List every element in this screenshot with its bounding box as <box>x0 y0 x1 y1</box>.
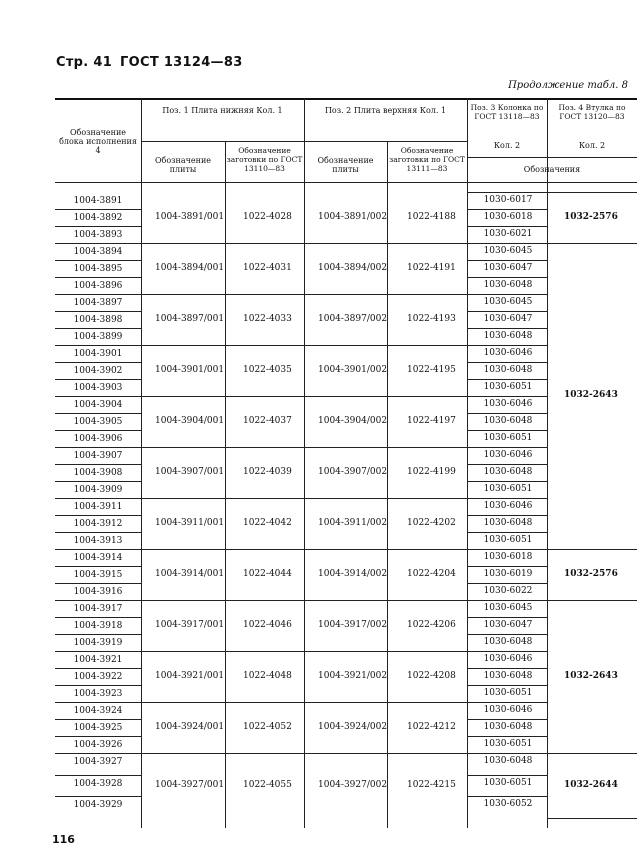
col-header-pos3: Поз. 3 Колонка по ГОСТ 13118—83 <box>470 103 544 121</box>
pos3-divider <box>467 668 547 669</box>
block-code: 1004-3909 <box>73 485 123 495</box>
pos2-plate: 1004-3921/002 <box>318 670 388 681</box>
page-label: Стр. 41 <box>56 55 113 70</box>
pos4-code: 1032-2576 <box>564 568 618 579</box>
pos2-plate: 1004-3917/002 <box>318 619 388 630</box>
row-divider <box>55 634 141 635</box>
col-header-block: Обозначение блока исполнения 4 <box>59 128 137 155</box>
pos3-group-divider <box>467 243 547 244</box>
block-code: 1004-3914 <box>73 553 123 563</box>
col-header-plate2: Обозначение плиты <box>317 156 374 174</box>
row-divider <box>55 566 141 567</box>
pos4-code: 1032-2576 <box>564 211 618 222</box>
row-divider <box>55 226 141 227</box>
pos1-plate: 1004-3924/001 <box>155 721 225 732</box>
block-code: 1004-3906 <box>73 434 123 444</box>
row-divider <box>55 532 141 533</box>
pos3-code: 1030-6048 <box>483 722 533 732</box>
pos3-group-divider <box>467 396 547 397</box>
pos1-plate: 1004-3917/001 <box>155 619 225 630</box>
pos3-code: 1030-6046 <box>483 399 533 409</box>
block-code: 1004-3905 <box>73 417 123 427</box>
row-divider <box>55 379 141 380</box>
pos3-code: 1030-6051 <box>483 484 533 494</box>
block-code: 1004-3912 <box>73 519 123 529</box>
group-divider <box>55 396 467 397</box>
row-divider <box>55 617 141 618</box>
table-continuation-note: Продолжение табл. 8 <box>508 80 628 91</box>
pos3-code: 1030-6051 <box>483 777 533 788</box>
row-divider <box>55 685 141 686</box>
block-code: 1004-3908 <box>73 468 123 478</box>
pos1-plate: 1004-3897/001 <box>155 313 225 324</box>
pos3-code: 1030-6048 <box>483 518 533 528</box>
pos3-code: 1030-6018 <box>483 552 533 562</box>
block-code: 1004-3899 <box>73 332 123 342</box>
pos2-plate: 1004-3924/002 <box>318 721 388 732</box>
pos1-blank: 1022-4037 <box>243 415 292 426</box>
block-code: 1004-3893 <box>73 230 123 240</box>
pos4-code: 1032-2643 <box>564 670 618 681</box>
pos3-code: 1030-6051 <box>483 433 533 443</box>
row-divider <box>55 583 141 584</box>
pos2-plate: 1004-3911/002 <box>318 517 388 528</box>
pos4-divider <box>547 600 637 601</box>
pos4-divider <box>547 753 637 754</box>
pos3-divider <box>467 685 547 686</box>
pos3-code: 1030-6048 <box>483 331 533 341</box>
pos3-code: 1030-6045 <box>483 246 533 256</box>
pos3-group-divider <box>467 294 547 295</box>
pos3-code: 1030-6051 <box>483 535 533 545</box>
pos1-plate: 1004-3894/001 <box>155 262 225 273</box>
pos3-code: 1030-6052 <box>483 799 533 810</box>
row-divider <box>55 481 141 482</box>
pos3-group-divider <box>467 498 547 499</box>
designations-border <box>467 157 637 158</box>
pos2-blank: 1022-4208 <box>407 670 456 681</box>
block-code: 1004-3902 <box>73 366 123 376</box>
block-code: 1004-3925 <box>73 723 123 733</box>
pos3-divider <box>467 209 547 210</box>
pos3-group-divider <box>467 702 547 703</box>
col-header-blank2: Обозначение заготовки по ГОСТ 13111—83 <box>389 146 465 173</box>
pos3-code: 1030-6048 <box>483 637 533 647</box>
column-divider <box>141 98 142 828</box>
pos2-blank: 1022-4202 <box>407 517 456 528</box>
pos3-divider <box>467 430 547 431</box>
pos2-plate: 1004-3907/002 <box>318 466 388 477</box>
block-code: 1004-3901 <box>73 349 123 359</box>
pos2-blank: 1022-4191 <box>407 262 456 273</box>
pos3-code: 1030-6046 <box>483 348 533 358</box>
pos3-code: 1030-6018 <box>483 212 533 222</box>
pos3-code: 1030-6048 <box>483 416 533 426</box>
pos1-blank: 1022-4028 <box>243 211 292 222</box>
pos4-divider <box>547 818 637 819</box>
pos2-plate: 1004-3927/002 <box>318 779 388 790</box>
pos3-divider <box>467 515 547 516</box>
pos3-group-divider <box>467 600 547 601</box>
pos1-plate: 1004-3907/001 <box>155 466 225 477</box>
pos3-code: 1030-6045 <box>483 603 533 613</box>
pos2-plate: 1004-3897/002 <box>318 313 388 324</box>
column-divider <box>547 98 548 828</box>
pos3-group-divider <box>467 192 547 193</box>
pos3-code: 1030-6046 <box>483 450 533 460</box>
standard-number: ГОСТ 13124—83 <box>120 55 243 70</box>
block-code: 1004-3927 <box>73 757 123 767</box>
block-code: 1004-3907 <box>73 451 123 461</box>
pos2-plate: 1004-3901/002 <box>318 364 388 375</box>
block-code: 1004-3923 <box>73 689 123 699</box>
group-divider <box>55 243 467 244</box>
pos3-code: 1030-6045 <box>483 297 533 307</box>
pos1-plate: 1004-3914/001 <box>155 568 225 579</box>
block-code: 1004-3915 <box>73 570 123 580</box>
pos1-blank: 1022-4055 <box>243 779 292 790</box>
row-divider <box>55 311 141 312</box>
col-header-blank1: Обозначение заготовки по ГОСТ 13110—83 <box>226 146 303 173</box>
pos3-divider <box>467 464 547 465</box>
row-divider <box>55 668 141 669</box>
pos1-blank: 1022-4031 <box>243 262 292 273</box>
column-divider <box>225 141 226 828</box>
pos1-blank: 1022-4042 <box>243 517 292 528</box>
block-code: 1004-3922 <box>73 672 123 682</box>
row-divider <box>55 260 141 261</box>
pos3-divider <box>467 775 547 776</box>
page-title <box>56 55 243 70</box>
pos2-blank: 1022-4206 <box>407 619 456 630</box>
pos2-blank: 1022-4197 <box>407 415 456 426</box>
row-divider <box>55 328 141 329</box>
group-divider <box>55 753 467 754</box>
row-divider <box>55 515 141 516</box>
pos3-code: 1030-6021 <box>483 229 533 239</box>
block-code: 1004-3929 <box>73 800 123 811</box>
column-divider <box>304 98 305 828</box>
row-divider <box>55 362 141 363</box>
pos3-code: 1030-6047 <box>483 620 533 630</box>
pos3-code: 1030-6048 <box>483 671 533 681</box>
pos3-divider <box>467 736 547 737</box>
pos3-divider <box>467 617 547 618</box>
pos2-plate: 1004-3891/002 <box>318 211 388 222</box>
block-code: 1004-3916 <box>73 587 123 597</box>
pos2-blank: 1022-4188 <box>407 211 456 222</box>
pos3-divider <box>467 634 547 635</box>
pos3-group-divider <box>467 549 547 550</box>
pos1-plate: 1004-3927/001 <box>155 779 225 790</box>
pos3-code: 1030-6046 <box>483 654 533 664</box>
pos1-blank: 1022-4033 <box>243 313 292 324</box>
pos3-divider <box>467 413 547 414</box>
pos3-group-divider <box>467 447 547 448</box>
pos3-code: 1030-6022 <box>483 586 533 596</box>
pos3-code: 1030-6048 <box>483 756 533 766</box>
pos1-plate: 1004-3911/001 <box>155 517 225 528</box>
pos1-plate: 1004-3921/001 <box>155 670 225 681</box>
pos3-code: 1030-6048 <box>483 365 533 375</box>
pos3-divider <box>467 796 547 797</box>
pos3-group-divider <box>467 345 547 346</box>
block-code: 1004-3926 <box>73 740 123 750</box>
block-code: 1004-3903 <box>73 383 123 393</box>
row-divider <box>55 464 141 465</box>
block-code: 1004-3924 <box>73 706 123 716</box>
pos3-divider <box>467 328 547 329</box>
pos3-code: 1030-6046 <box>483 501 533 511</box>
pos4-divider <box>547 192 637 193</box>
group-divider <box>55 600 467 601</box>
pos1-blank: 1022-4035 <box>243 364 292 375</box>
row-divider <box>55 413 141 414</box>
col-header-pos3-qty: Кол. 2 <box>493 141 521 150</box>
block-code: 1004-3919 <box>73 638 123 648</box>
pos3-code: 1030-6017 <box>483 195 533 205</box>
row-divider <box>55 719 141 720</box>
pos3-code: 1030-6051 <box>483 739 533 749</box>
pos1-blank: 1022-4048 <box>243 670 292 681</box>
pos1-blank: 1022-4039 <box>243 466 292 477</box>
pos3-divider <box>467 277 547 278</box>
pos3-code: 1030-6047 <box>483 263 533 273</box>
block-code: 1004-3928 <box>73 778 123 789</box>
block-code: 1004-3894 <box>73 247 123 257</box>
group-divider <box>55 549 467 550</box>
pos3-divider <box>467 362 547 363</box>
row-divider <box>55 736 141 737</box>
pos3-divider <box>467 719 547 720</box>
row-divider <box>55 430 141 431</box>
pos3-code: 1030-6019 <box>483 569 533 579</box>
pos3-divider <box>467 481 547 482</box>
pos2-blank: 1022-4212 <box>407 721 456 732</box>
block-code: 1004-3896 <box>73 281 123 291</box>
pos3-code: 1030-6048 <box>483 467 533 477</box>
pos3-divider <box>467 532 547 533</box>
page-number: 116 <box>52 833 75 846</box>
pos3-divider <box>467 311 547 312</box>
col-header-pos4: Поз. 4 Втулка по ГОСТ 13120—83 <box>558 103 626 121</box>
column-divider <box>387 141 388 828</box>
col-header-designations: Обозначения <box>523 165 581 174</box>
col-header-pos4-qty: Кол. 2 <box>578 141 606 150</box>
pos2-plate: 1004-3894/002 <box>318 262 388 273</box>
pos3-divider <box>467 566 547 567</box>
row-divider <box>55 277 141 278</box>
pos1-blank: 1022-4046 <box>243 619 292 630</box>
row-divider <box>55 796 141 797</box>
pos3-group-divider <box>467 753 547 754</box>
group-divider <box>55 294 467 295</box>
pos3-code: 1030-6046 <box>483 705 533 715</box>
col-header-pos2: Поз. 2 Плита верхняя Кол. 1 <box>324 106 447 115</box>
block-code: 1004-3898 <box>73 315 123 325</box>
group-divider <box>55 345 467 346</box>
pos3-divider <box>467 226 547 227</box>
block-code: 1004-3911 <box>73 502 123 512</box>
pos3-divider <box>467 260 547 261</box>
pos3-code: 1030-6051 <box>483 382 533 392</box>
pos2-blank: 1022-4193 <box>407 313 456 324</box>
block-code: 1004-3892 <box>73 213 123 223</box>
group-divider <box>55 498 467 499</box>
block-code: 1004-3913 <box>73 536 123 546</box>
pos3-code: 1030-6047 <box>483 314 533 324</box>
pos2-blank: 1022-4195 <box>407 364 456 375</box>
pos4-code: 1032-2644 <box>564 779 618 790</box>
pos2-plate: 1004-3904/002 <box>318 415 388 426</box>
block-code: 1004-3891 <box>73 196 123 206</box>
block-code: 1004-3895 <box>73 264 123 274</box>
pos3-divider <box>467 379 547 380</box>
row-divider <box>55 775 141 776</box>
pos1-plate: 1004-3901/001 <box>155 364 225 375</box>
pos2-plate: 1004-3914/002 <box>318 568 388 579</box>
group-divider <box>55 702 467 703</box>
block-code: 1004-3918 <box>73 621 123 631</box>
col-header-pos1: Поз. 1 Плита нижняя Кол. 1 <box>162 106 283 115</box>
pos3-code: 1030-6051 <box>483 688 533 698</box>
pos1-blank: 1022-4052 <box>243 721 292 732</box>
pos3-code: 1030-6048 <box>483 280 533 290</box>
block-code: 1004-3917 <box>73 604 123 614</box>
pos2-blank: 1022-4215 <box>407 779 456 790</box>
group-divider <box>55 651 467 652</box>
col-header-plate1: Обозначение плиты <box>154 156 212 174</box>
pos3-divider <box>467 583 547 584</box>
row-divider <box>55 209 141 210</box>
header-bottom-border <box>55 182 637 183</box>
pos1-blank: 1022-4044 <box>243 568 292 579</box>
pos4-code: 1032-2643 <box>564 390 618 400</box>
block-code: 1004-3904 <box>73 400 123 410</box>
table-top-border <box>55 98 637 100</box>
pos1-plate: 1004-3891/001 <box>155 211 225 222</box>
block-code: 1004-3921 <box>73 655 123 665</box>
pos1-plate: 1004-3904/001 <box>155 415 225 426</box>
pos4-divider <box>547 243 637 244</box>
pos3-group-divider <box>467 651 547 652</box>
pos2-blank: 1022-4199 <box>407 466 456 477</box>
pos4-divider <box>547 549 637 550</box>
group-divider <box>55 447 467 448</box>
block-code: 1004-3897 <box>73 298 123 308</box>
pos2-blank: 1022-4204 <box>407 568 456 579</box>
